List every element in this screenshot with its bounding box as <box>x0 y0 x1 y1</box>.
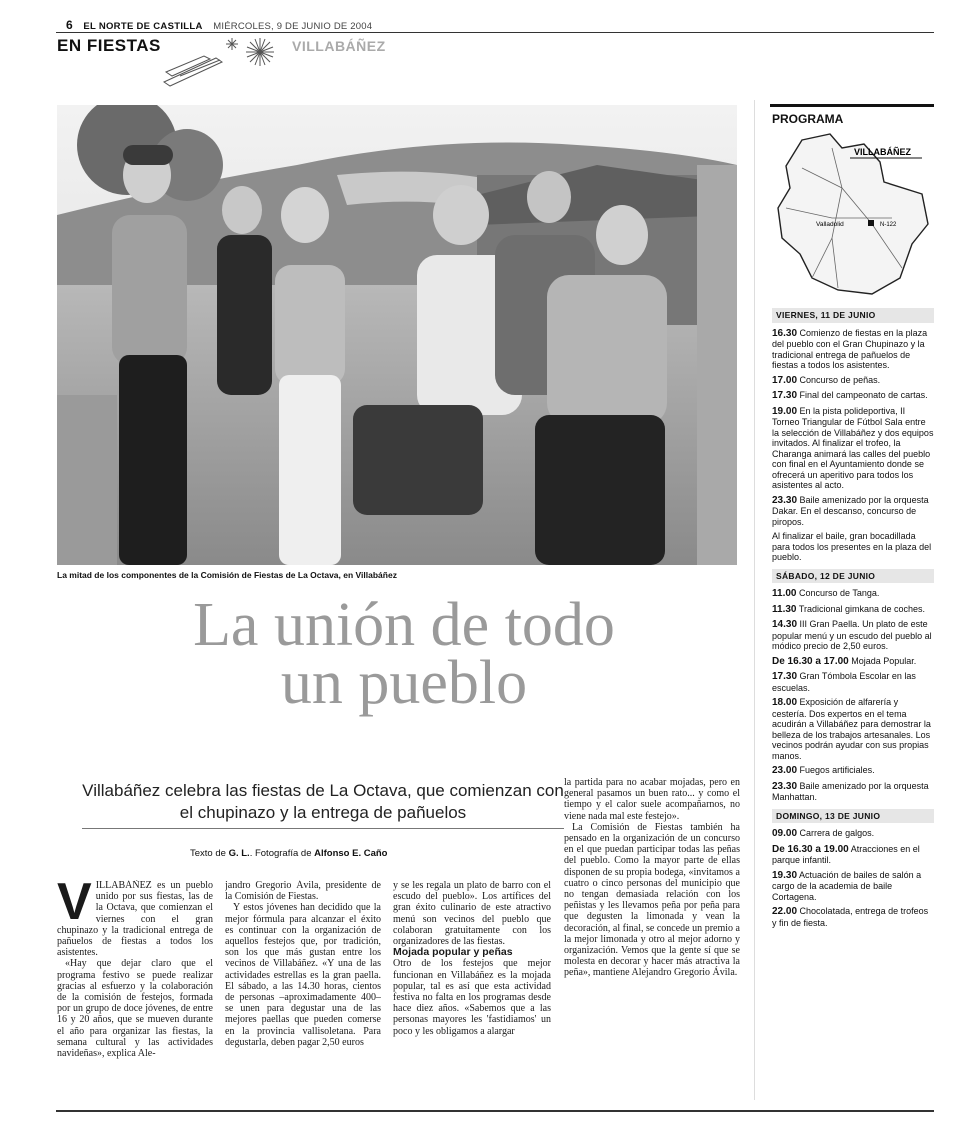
article-column-4 <box>564 777 740 1110</box>
credits-prefix: Texto de <box>190 848 226 859</box>
program-event <box>772 406 934 491</box>
paragraph-text: ILLABÁÑEZ es un pueblo unido por sus fiestas, las de la Octava, que comienzan el viernes con el gran chupinazo y la tradicional entrega de pañuelos de fiestas a todos los asistentes. <box>57 880 213 959</box>
location-map <box>772 128 932 300</box>
event-time: De 16.30 a 17.00 <box>772 655 849 667</box>
program-event <box>772 781 934 803</box>
event-description: Final del campeonato de cartas. <box>799 390 928 400</box>
event-description: Fuegos artificiales. <box>799 765 875 775</box>
article-column-3 <box>393 880 551 1110</box>
program-event <box>772 828 934 840</box>
event-time: 16.30 <box>772 327 798 339</box>
sidebar-top-rule <box>770 104 934 107</box>
event-description: Chocolatada, entrega de trofeos y fin de fiesta. <box>772 906 929 928</box>
group-photo <box>57 105 737 565</box>
event-description: III Gran Paella. Un plato de este popular menú y un escudo del pueblo al módico precio de 2,50 euros. <box>772 619 932 651</box>
article-column-1 <box>57 880 213 1110</box>
program-event <box>772 870 934 903</box>
program-list <box>772 308 934 1108</box>
event-time: 14.30 <box>772 619 798 630</box>
publication-name: EL NORTE DE CASTILLA <box>83 21 203 32</box>
program-event <box>772 375 934 387</box>
article-paragraph: La Comisión de Fiestas también ha pensado en la organización de un concurso en el que puedan participar todas las peñas del pueblo. Como la mayor parte de ellas disponen de su propia bodega, «invitamos a cuatro o cinco personas del municipio que no tengan demasiada relación con los peñistas y les llevamos peña por peña para que degusten la limonada y vean la decoración, al final, se concede un premio a la mejor limonada y otro al mejor adorno y organización. Vemos que la gente sí que se molesta en decorar y hacer más atractiva la peña», mantiene Alejandro Gregorio Ávila. <box>564 821 740 979</box>
program-day-heading: VIERNES, 11 DE JUNIO <box>772 308 934 323</box>
event-time: De 16.30 a 19.00 <box>772 843 849 855</box>
event-description: Tradicional gimkana de coches. <box>798 603 926 614</box>
bottom-rule <box>56 1110 934 1112</box>
town-name: VILLABÁÑEZ <box>292 38 386 54</box>
event-time: 17.30 <box>772 671 798 682</box>
program-event <box>772 765 934 777</box>
event-time: 23.30 <box>772 780 798 792</box>
publication-date: MIÉRCOLES, 9 DE JUNIO DE 2004 <box>213 21 373 32</box>
program-event <box>772 844 934 866</box>
article-paragraph: Y estos jóvenes han decidido que la mejor fórmula para alcanzar el éxito es continuar con la organización de aquellos festejos que, por tradición, son los que más gustan entre los vecinos de Villabáñez. «Y una de las actividades estrellas es la gran paella. El sábado, a las 14.30 horas, cientos de personas –aproximadamente 400– se unen para degustar una de las mejores paellas que pueden comerse en la provincia vallisoletana. Para degustarla, deben pagar 2,50 euros <box>225 902 381 1048</box>
article-paragraph: y se les regala un plato de barro con el escudo del pueblo». Los artífices del gran éxito culinario de este atractivo menú son vecinos del pueblo que colaboran gratuitamente con los organizadores de las fiestas. <box>393 880 551 948</box>
event-time: 19.00 <box>772 405 798 417</box>
program-event <box>772 328 934 371</box>
firework-rocket-icon <box>160 36 290 88</box>
photo-caption: La mitad de los componentes de la Comisión de Fiestas de La Octava, en Villabáñez <box>57 570 397 580</box>
subhead-rule <box>82 828 564 829</box>
program-event <box>772 671 934 693</box>
event-time: 11.30 <box>772 603 797 615</box>
headline-line-2: un pueblo <box>280 649 528 717</box>
event-description: Actuación de bailes de salón a cargo de la academia de baile Cortagena. <box>772 869 922 902</box>
event-description: En la pista polideportiva, II Torneo Triangular de Fútbol Sala entre la selección de Villabáñez y dos equipos invitados. Al finalizar el trofeo, la Charanga animará las calles del pueblo con final en el Ayuntamiento donde se ofrecerá un aperitivo para todos los asistentes al acto. <box>772 405 934 490</box>
map-road-label: N-122 <box>880 222 897 228</box>
event-time: 11.00 <box>772 588 797 599</box>
article-subheading: Mojada popular y peñas <box>393 946 513 959</box>
credits-author: G. L. <box>228 848 250 859</box>
article-paragraph: «Hay que dejar claro que el programa festivo se puede realizar gracias al esfuerzo y la colaboración de la comisión de festejos, formada por un grupo de doce jóvenes, de entre 16 y 20 años, que se mueven durante el año para organizar las fiestas, la semana cultural y las actividades navideñas», explica Ale- <box>57 958 213 1060</box>
program-day-heading: DOMINGO, 13 DE JUNIO <box>772 809 934 824</box>
event-time: 22.00 <box>772 906 798 917</box>
event-description: Concurso de peñas. <box>799 374 881 385</box>
event-time: 17.30 <box>772 390 798 401</box>
event-description: Baile amenizado por la orquesta Dakar. En el descanso, concurso de piropos. <box>772 494 929 527</box>
credits-photographer: Alfonso E. Caño <box>314 848 388 859</box>
program-event <box>772 390 934 402</box>
photo-illustration <box>57 105 737 565</box>
event-description: Al finalizar el baile, gran bocadillada para todos los presentes en la plaza del pueblo. <box>772 531 932 562</box>
article-paragraph: Otro de los festejos que mejor funcionan en Villabáñez es la mojada popular, tal es así que esta actividad festiva no falta en los programas desde hace diez años. «Sabemos que a las personas mayores les 'fastidiamos' un poco y les obligamos a alargar <box>393 958 551 1037</box>
event-description: Atracciones en el parque infantil. <box>772 843 920 865</box>
program-title: PROGRAMA <box>772 112 844 126</box>
event-description: Baile amenizado por la orquesta Manhattan. <box>772 780 929 802</box>
headline-line-1: La unión de todo <box>193 591 615 659</box>
article-headline <box>70 591 738 717</box>
map-title: VILLABÁÑEZ <box>854 147 911 157</box>
article-subhead: Villabáñez celebra las fiestas de La Octava, que comienzan con el chupinazo y la entrega de pañuelos <box>82 781 564 822</box>
event-description: Concurso de Tanga. <box>799 588 880 598</box>
event-time: 09.00 <box>772 828 798 839</box>
program-event <box>772 697 934 761</box>
program-event <box>772 619 934 652</box>
article-paragraph: jandro Gregorio Ávila, presidente de la Comisión de Fiestas. <box>225 880 381 903</box>
program-event <box>772 656 934 668</box>
program-day-heading: SÁBADO, 12 DE JUNIO <box>772 569 934 584</box>
drop-cap: V <box>57 880 92 931</box>
article-column-2 <box>225 880 381 1110</box>
event-time: 23.00 <box>772 765 798 776</box>
event-description: Exposición de alfarería y cestería. Dos expertos en el tema acudirán a Villabáñez para demostrar la belleza de los trabajos artesanales. Los vecinos podrán ayudar con sus propias manos. <box>772 697 931 761</box>
map-city-label: Valladolid <box>816 221 844 228</box>
article-credits: Texto de G. L.. Fotografía de Alfonso E. Caño <box>190 848 388 859</box>
event-description: Carrera de galgos. <box>799 828 875 838</box>
page-number: 6 <box>66 18 73 32</box>
event-time: 18.00 <box>772 697 798 708</box>
section-title: EN FIESTAS <box>57 36 161 55</box>
program-event <box>772 604 934 616</box>
village-marker-icon <box>868 220 874 226</box>
event-description: Comienzo de fiestas en la plaza del pueblo con el Gran Chupinazo y la tradicional entrega de pañuelos de fiestas a todos los asistentes. <box>772 327 928 370</box>
program-event <box>772 906 934 928</box>
credits-mid: Fotografía de <box>254 848 312 859</box>
article-paragraph: la partida para no acabar mojadas, pero en general pasamos un buen rato... y como el tiempo y el calor suele acompañarnos, no viene nada mal este festejo». <box>564 777 740 822</box>
province-map-icon <box>772 128 932 300</box>
page-header <box>66 18 372 32</box>
event-time: 23.30 <box>772 494 798 506</box>
top-rule <box>56 32 934 33</box>
program-event <box>772 588 934 600</box>
event-description: Gran Tómbola Escolar en las escuelas. <box>772 671 916 693</box>
article-paragraph <box>57 880 213 958</box>
sidebar-divider <box>754 100 755 1100</box>
program-event <box>772 495 934 528</box>
program-event <box>772 531 934 563</box>
event-time: 17.00 <box>772 374 798 386</box>
event-time: 19.30 <box>772 869 798 881</box>
event-description: Mojada Popular. <box>851 655 917 666</box>
